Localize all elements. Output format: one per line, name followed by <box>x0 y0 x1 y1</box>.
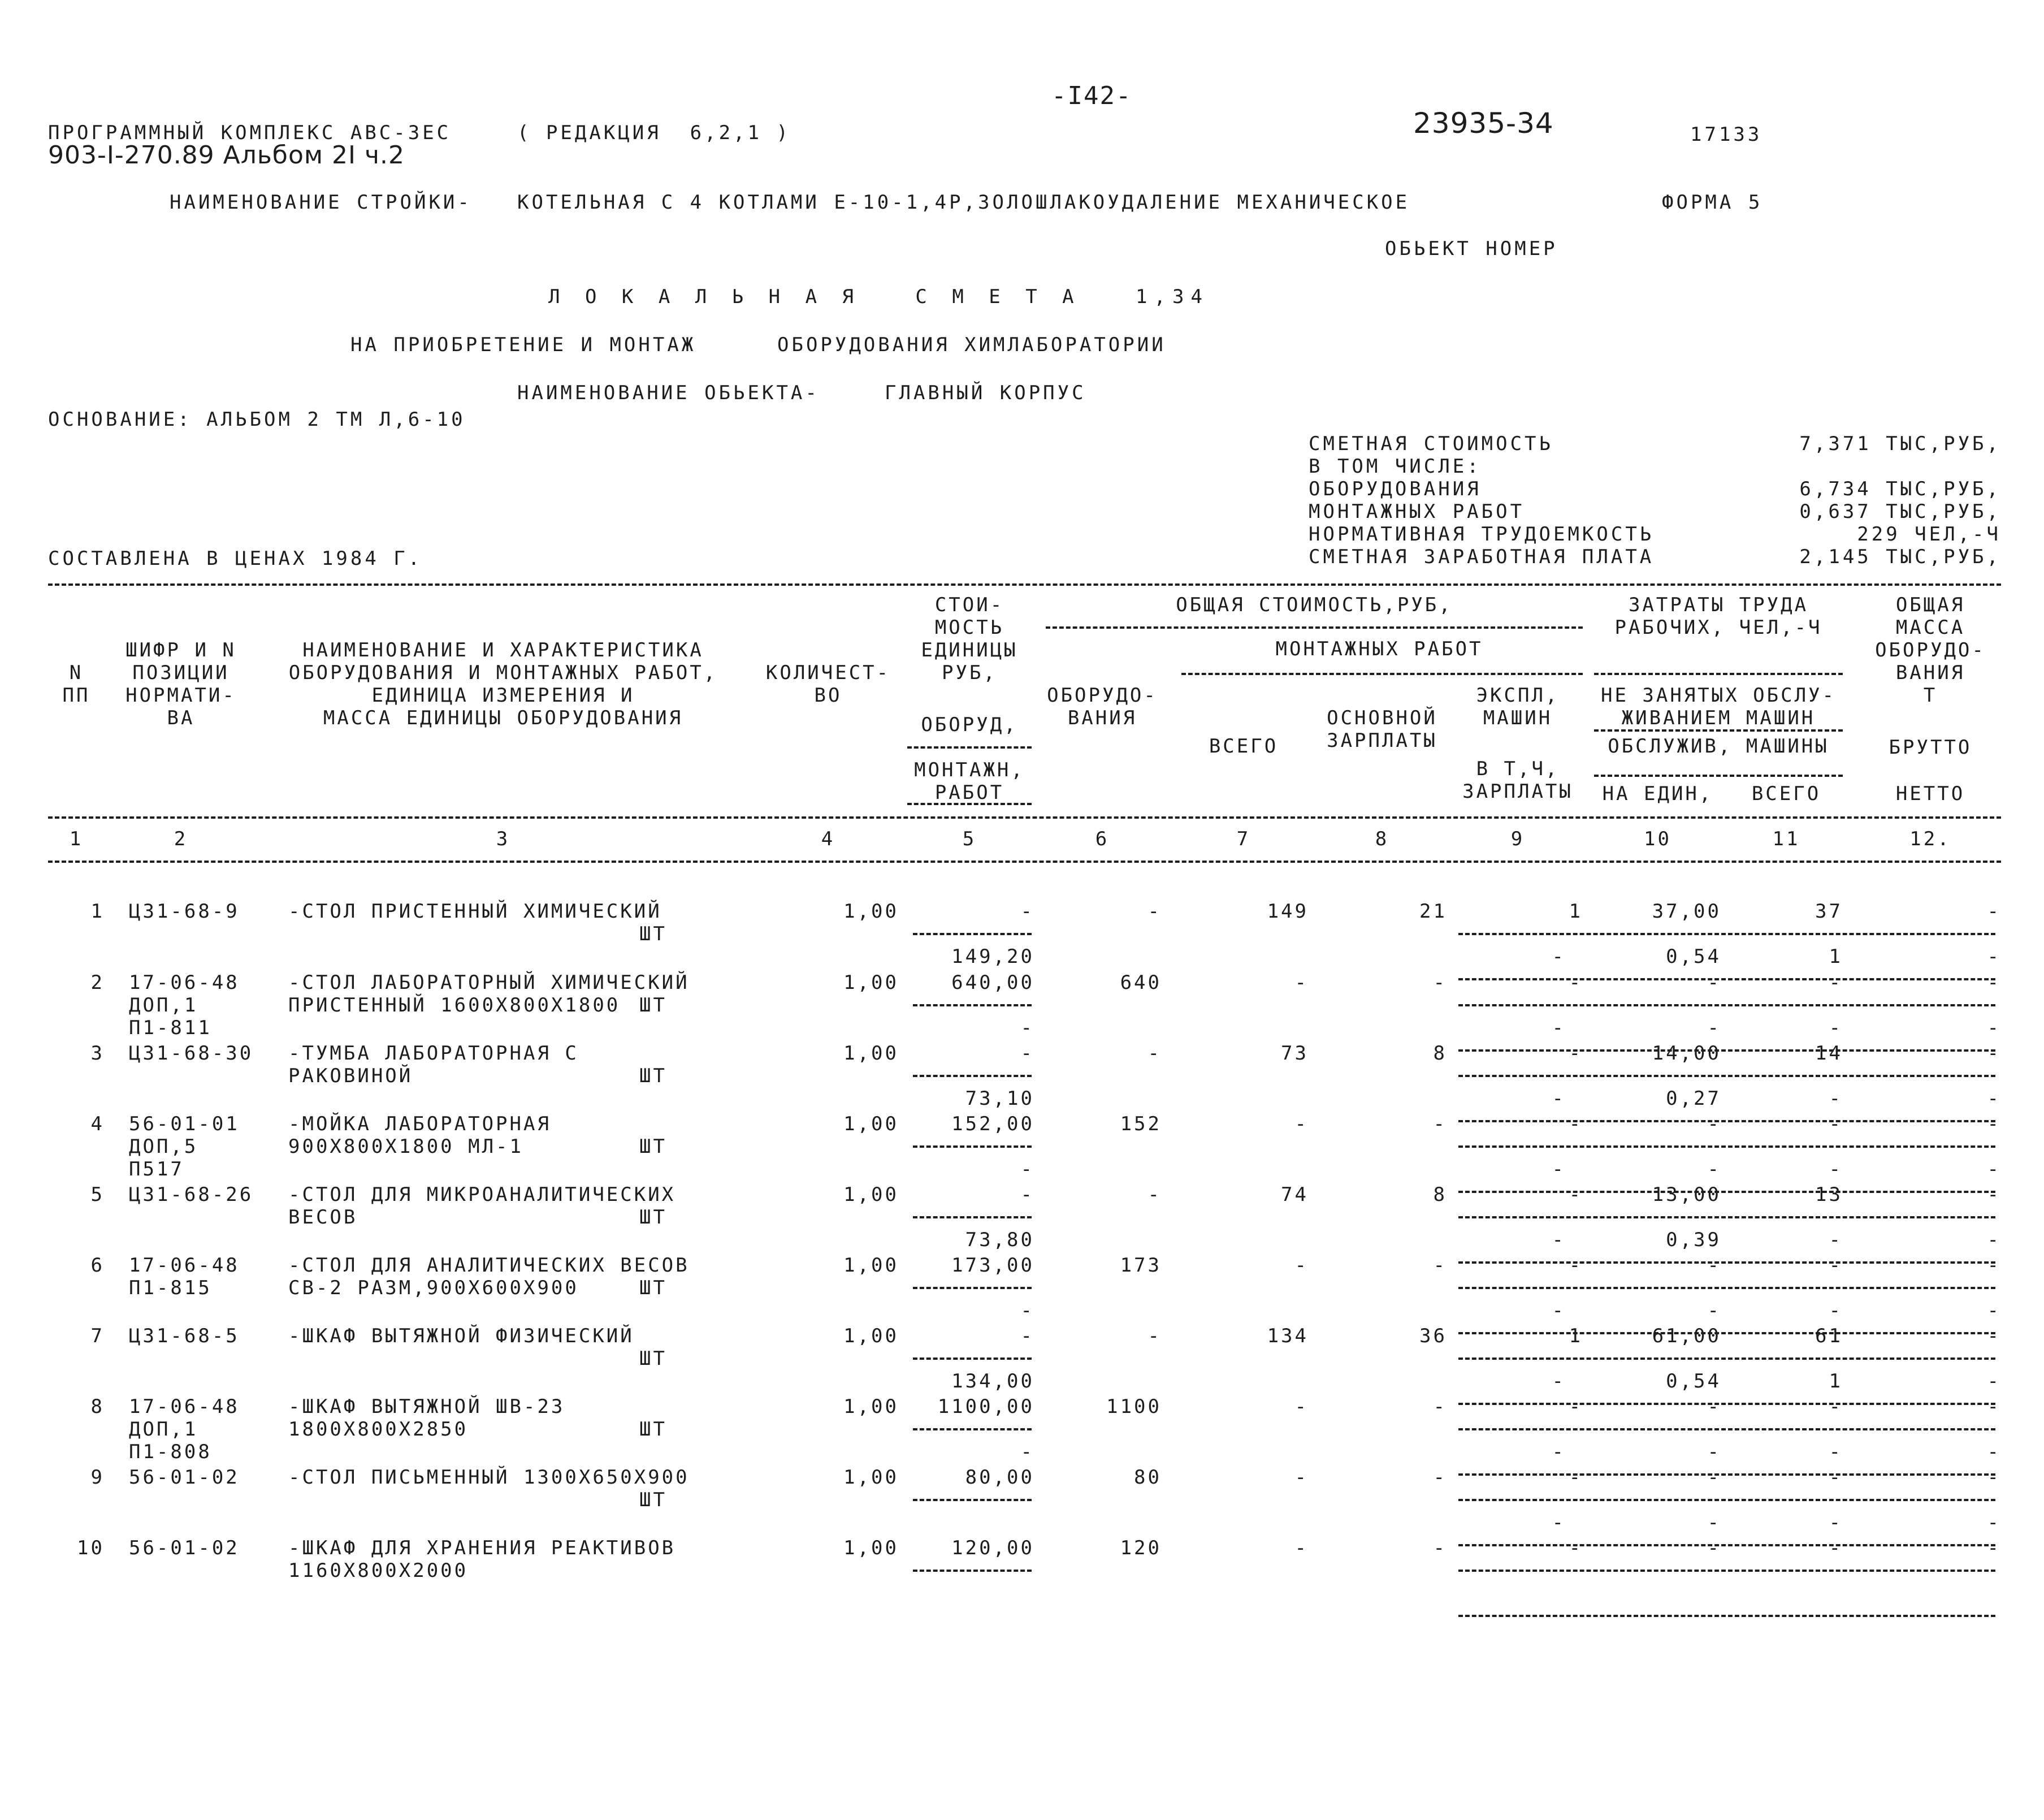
gross-mass: - <box>1987 1395 2001 1418</box>
col-header-mass: ОБЩАЯ МАССА ОБОРУДО- ВАНИЯ Т <box>1875 594 1986 707</box>
column-number: 6 <box>1095 828 1110 850</box>
base-salary: - <box>1433 1537 1447 1559</box>
col-header-gross: БРУТТО <box>1889 736 1972 759</box>
col-header-qty: КОЛИЧЕСТ- ВО <box>765 662 891 707</box>
item-name: -СТОЛ ПИСЬМЕННЫЙ 1300Х650Х900 <box>288 1466 690 1489</box>
equip-total: 120 <box>1120 1537 1162 1559</box>
labor-total: - <box>1829 971 1843 994</box>
quantity: 1,00 <box>843 1254 899 1277</box>
item-name: -ШКАФ ВЫТЯЖНОЙ ФИЗИЧЕСКИЙ <box>288 1325 634 1347</box>
machine-cost: - <box>1569 971 1583 994</box>
col-header-code: ШИФР И N ПОЗИЦИИ НОРМАТИ- ВА <box>125 639 236 729</box>
column-number: 5 <box>962 828 977 850</box>
machine-cost: - <box>1569 1113 1583 1135</box>
column-number: 12. <box>1909 828 1951 850</box>
col-header-unit-equip: ОБОРУД, <box>921 714 1018 736</box>
doc-number: 17133 <box>1690 123 1762 146</box>
col-header-machines-salary: В Т,Ч, ЗАРПЛАТЫ <box>1462 758 1573 803</box>
unit-mount-cost: - <box>1020 1299 1034 1322</box>
item-name: -МОЙКА ЛАБОРАТОРНАЯ 900Х800Х1800 МЛ-1 <box>288 1113 551 1158</box>
equip-total: - <box>1147 900 1162 923</box>
row-number: 4 <box>90 1113 105 1135</box>
labor-total-machines: - <box>1829 1299 1843 1322</box>
unit-equip-cost: 640,00 <box>951 971 1034 994</box>
labor-per-unit: - <box>1707 1113 1721 1135</box>
cell-divider <box>913 1216 1032 1218</box>
labor-per-unit: - <box>1707 971 1721 994</box>
equip-total: - <box>1147 1042 1162 1065</box>
row-number: 8 <box>90 1395 105 1418</box>
summary-label: В ТОМ ЧИСЛЕ: <box>1309 455 1482 478</box>
column-number: 8 <box>1375 828 1389 850</box>
unit-mount-cost: - <box>1020 1441 1034 1463</box>
row-number: 10 <box>77 1537 105 1559</box>
base-salary: - <box>1433 1113 1447 1135</box>
labor-per-unit: - <box>1707 1537 1721 1559</box>
unit-of-measure: ШТ <box>639 923 667 945</box>
mount-total: 74 <box>1281 1183 1309 1206</box>
machine-salary: - <box>1552 1441 1566 1463</box>
net-mass: - <box>1987 1229 2001 1251</box>
machine-cost: - <box>1569 1183 1583 1206</box>
labor-total: - <box>1829 1113 1843 1135</box>
labor-total: - <box>1829 1395 1843 1418</box>
unit-mount-cost: - <box>1020 1158 1034 1181</box>
machine-salary: - <box>1552 1229 1566 1251</box>
col-group-labor: ЗАТРАТЫ ТРУДА РАБОЧИХ, ЧЕЛ,-Ч <box>1614 594 1822 639</box>
equip-total: 80 <box>1134 1466 1162 1489</box>
divider <box>1046 626 1583 629</box>
item-name: -ТУМБА ЛАБОРАТОРНАЯ С РАКОВИНОЙ <box>288 1042 579 1087</box>
cell-divider <box>1458 1145 1995 1148</box>
table-top-rule <box>48 583 2001 586</box>
base-salary: - <box>1433 1466 1447 1489</box>
machine-salary: - <box>1552 1158 1566 1181</box>
machine-cost: - <box>1569 1537 1583 1559</box>
mount-total: - <box>1294 1466 1309 1489</box>
net-mass: - <box>1987 1299 2001 1322</box>
norm-code: 17-06-48 ДОП,1 П1-811 <box>129 971 240 1039</box>
estimate-title: Л О К А Л Ь Н А Я С М Е Т А 1,34 <box>548 286 1209 308</box>
labor-per-unit-machines: - <box>1707 1299 1721 1322</box>
unit-equip-cost: - <box>1020 1042 1034 1065</box>
net-mass: - <box>1987 1370 2001 1393</box>
row-number: 3 <box>90 1042 105 1065</box>
equip-total: - <box>1147 1183 1162 1206</box>
equip-total: 173 <box>1120 1254 1162 1277</box>
summary-value: 0,637 ТЫС,РУБ, <box>1799 500 2001 523</box>
quantity: 1,00 <box>843 1042 899 1065</box>
item-name: -СТОЛ ЛАБОРАТОРНЫЙ ХИМИЧЕСКИЙ ПРИСТЕННЫЙ 1600Х800Х1800 <box>288 971 690 1017</box>
labor-per-unit: - <box>1707 1395 1721 1418</box>
construction-label: НАИМЕНОВАНИЕ СТРОЙКИ- <box>170 191 472 214</box>
unit-equip-cost: - <box>1020 1325 1034 1347</box>
labor-total-machines: - <box>1829 1511 1843 1534</box>
mount-total: - <box>1294 1395 1309 1418</box>
norm-code: 56-01-01 ДОП,5 П517 <box>129 1113 240 1181</box>
item-name: -ШКАФ ДЛЯ ХРАНЕНИЯ РЕАКТИВОВ 1160Х800Х2000 <box>288 1537 676 1582</box>
item-name: -СТОЛ ДЛЯ МИКРОАНАЛИТИЧЕСКИХ ВЕСОВ <box>288 1183 676 1229</box>
labor-per-unit-machines: 0,54 <box>1666 945 1721 968</box>
norm-code: 17-06-48 ДОП,1 П1-808 <box>129 1395 240 1463</box>
labor-total: - <box>1829 1254 1843 1277</box>
item-name: -СТОЛ ДЛЯ АНАЛИТИЧЕСКИХ ВЕСОВ СВ-2 РАЗМ,900Х600Х900 <box>288 1254 690 1299</box>
labor-total-machines: - <box>1829 1158 1843 1181</box>
row-number: 1 <box>90 900 105 923</box>
labor-per-unit-machines: - <box>1707 1511 1721 1534</box>
unit-of-measure: ШТ <box>639 1135 667 1158</box>
unit-equip-cost: 120,00 <box>951 1537 1034 1559</box>
equip-total: 640 <box>1120 971 1162 994</box>
labor-total: - <box>1829 1537 1843 1559</box>
machine-salary: - <box>1552 1370 1566 1393</box>
divider <box>907 803 1032 805</box>
gross-mass: - <box>1987 971 2001 994</box>
labor-total: - <box>1829 1466 1843 1489</box>
col-header-base-salary: ОСНОВНОЙ ЗАРПЛАТЫ <box>1327 707 1437 752</box>
row-number: 6 <box>90 1254 105 1277</box>
summary-label: НОРМАТИВНАЯ ТРУДОЕМКОСТЬ <box>1309 523 1655 546</box>
machine-salary: - <box>1552 1299 1566 1322</box>
cell-divider <box>913 1499 1032 1501</box>
labor-total-machines: - <box>1829 1229 1843 1251</box>
base-salary: 8 <box>1433 1183 1447 1206</box>
col-header-per-unit: НА ЕДИН, <box>1602 783 1713 805</box>
cell-divider <box>1458 1428 1995 1430</box>
unit-mount-cost: - <box>1020 1017 1034 1039</box>
gross-mass: - <box>1987 900 2001 923</box>
object-name: ГЛАВНЫЙ КОРПУС <box>885 382 1086 404</box>
column-number: 11 <box>1772 828 1800 850</box>
unit-of-measure: ШТ <box>639 1489 667 1511</box>
machine-cost: - <box>1569 1395 1583 1418</box>
labor-total-machines: - <box>1829 1441 1843 1463</box>
labor-per-unit: - <box>1707 1466 1721 1489</box>
basis: ОСНОВАНИЕ: АЛЬБОМ 2 ТМ Л,6-10 <box>48 408 466 431</box>
base-salary: - <box>1433 1254 1447 1277</box>
cell-divider <box>913 1287 1032 1289</box>
unit-equip-cost: 1100,00 <box>937 1395 1034 1418</box>
base-salary: 36 <box>1419 1325 1447 1347</box>
unit-mount-cost: 73,10 <box>965 1087 1034 1110</box>
row-number: 5 <box>90 1183 105 1206</box>
estimate-subject-prefix: НА ПРИОБРЕТЕНИЕ И МОНТАЖ <box>350 334 696 356</box>
base-salary: 21 <box>1419 900 1447 923</box>
mount-total: - <box>1294 1254 1309 1277</box>
mount-total: - <box>1294 1113 1309 1135</box>
net-mass: - <box>1987 1087 2001 1110</box>
unit-of-measure: ШТ <box>639 1065 667 1087</box>
unit-equip-cost: - <box>1020 900 1034 923</box>
labor-per-unit: - <box>1707 1254 1721 1277</box>
equip-total: 1100 <box>1106 1395 1162 1418</box>
summary-label: ОБОРУДОВАНИЯ <box>1309 478 1482 500</box>
col-header-net: НЕТТО <box>1895 783 1965 805</box>
page-number: -I42- <box>1051 81 1132 110</box>
mount-total: 73 <box>1281 1042 1309 1065</box>
divider <box>1594 729 1843 732</box>
norm-code: 56-01-02 <box>129 1537 240 1559</box>
unit-mount-cost: 73,80 <box>965 1229 1034 1251</box>
unit-of-measure: ШТ <box>639 994 667 1017</box>
divider <box>1181 673 1583 675</box>
net-mass: - <box>1987 1158 2001 1181</box>
labor-per-unit-machines: 0,27 <box>1666 1087 1721 1110</box>
prices-note: СОСТАВЛЕНА В ЦЕНАХ 1984 Г. <box>48 547 423 570</box>
base-salary: - <box>1433 971 1447 994</box>
column-number: 7 <box>1236 828 1251 850</box>
col-header-labor-total: ВСЕГО <box>1751 783 1821 805</box>
labor-total-machines: 1 <box>1829 945 1843 968</box>
machine-cost: - <box>1569 1254 1583 1277</box>
col-header-labor-not-machines: НЕ ЗАНЯТЫХ ОБСЛУ- ЖИВАНИЕМ МАШИН <box>1601 684 1836 729</box>
column-number: 10 <box>1644 828 1671 850</box>
col-group-total-cost: ОБЩАЯ СТОИМОСТЬ,РУБ, <box>1176 594 1453 616</box>
software-name: ПРОГРАММНЫЙ КОМПЛЕКС АВС-3ЕС <box>48 122 452 144</box>
divider <box>907 746 1032 749</box>
net-mass: - <box>1987 1511 2001 1534</box>
col-header-unit-mount: МОНТАЖН, РАБОТ <box>914 759 1025 804</box>
row-number: 9 <box>90 1466 105 1489</box>
quantity: 1,00 <box>843 1466 899 1489</box>
cell-divider <box>1458 1499 1995 1501</box>
summary-value: 2,145 ТЫС,РУБ, <box>1799 546 2001 568</box>
column-number: 2 <box>174 828 188 850</box>
column-number: 4 <box>821 828 835 850</box>
norm-code: 56-01-02 <box>129 1466 240 1489</box>
quantity: 1,00 <box>843 1325 899 1347</box>
cell-divider <box>913 933 1032 935</box>
column-number: 3 <box>496 828 510 850</box>
norm-code: Ц31-68-30 <box>129 1042 254 1065</box>
machine-cost: 1 <box>1569 1325 1583 1347</box>
labor-total-machines: - <box>1829 1087 1843 1110</box>
labor-total: 13 <box>1815 1183 1843 1206</box>
quantity: 1,00 <box>843 1395 899 1418</box>
unit-of-measure: ШТ <box>639 1277 667 1299</box>
numbers-bottom-rule <box>48 861 2001 863</box>
column-number: 9 <box>1510 828 1525 850</box>
unit-equip-cost: - <box>1020 1183 1034 1206</box>
machine-cost: 1 <box>1569 900 1583 923</box>
labor-per-unit: 61,00 <box>1652 1325 1721 1347</box>
item-name: -ШКАФ ВЫТЯЖНОЙ ШВ-23 1800Х800Х2850 <box>288 1395 565 1441</box>
cell-divider <box>1458 933 1995 935</box>
gross-mass: - <box>1987 1325 2001 1347</box>
gross-mass: - <box>1987 1466 2001 1489</box>
machine-salary: - <box>1552 1087 1566 1110</box>
unit-of-measure: ШТ <box>639 1418 667 1441</box>
labor-per-unit-machines: - <box>1707 1017 1721 1039</box>
net-mass: - <box>1987 1017 2001 1039</box>
col-header-labor-machines: ОБСЛУЖИВ, МАШИНЫ <box>1608 735 1829 758</box>
labor-total-machines: - <box>1829 1017 1843 1039</box>
estimate-subject: ОБОРУДОВАНИЯ ХИМЛАБОРАТОРИИ <box>777 334 1166 356</box>
equip-total: - <box>1147 1325 1162 1347</box>
quantity: 1,00 <box>843 900 899 923</box>
labor-per-unit: 37,00 <box>1652 900 1721 923</box>
machine-cost: - <box>1569 1042 1583 1065</box>
net-mass: - <box>1987 1441 2001 1463</box>
summary-value: 6,734 ТЫС,РУБ, <box>1799 478 2001 500</box>
norm-code: Ц31-68-9 <box>129 900 240 923</box>
labor-per-unit-machines: 0,39 <box>1666 1229 1721 1251</box>
cell-divider <box>1458 1004 1995 1006</box>
summary-label: СМЕТНАЯ СТОИМОСТЬ <box>1309 433 1553 455</box>
construction-name: КОТЕЛЬНАЯ С 4 КОТЛАМИ Е-10-1,4Р,ЗОЛОШЛАКОУДАЛЕНИЕ МЕХАНИЧЕСКОЕ <box>517 191 1410 214</box>
machine-salary: - <box>1552 1511 1566 1534</box>
unit-equip-cost: 80,00 <box>965 1466 1034 1489</box>
gross-mass: - <box>1987 1183 2001 1206</box>
edition: ( РЕДАКЦИЯ 6,2,1 ) <box>517 122 791 144</box>
cell-divider <box>913 1428 1032 1430</box>
row-number: 2 <box>90 971 105 994</box>
mount-total: 134 <box>1267 1325 1309 1347</box>
base-salary: 8 <box>1433 1042 1447 1065</box>
handwritten-code: 23935-34 <box>1413 107 1554 140</box>
cell-divider <box>913 1358 1032 1360</box>
norm-code: Ц31-68-26 <box>129 1183 254 1206</box>
object-number: ОБЬЕКТ НОМЕР <box>1385 237 1558 260</box>
divider <box>1594 775 1843 777</box>
machine-salary: - <box>1552 945 1566 968</box>
row-number: 7 <box>90 1325 105 1347</box>
unit-of-measure: ШТ <box>639 1206 667 1229</box>
gross-mass: - <box>1987 1254 2001 1277</box>
form-label: ФОРМА 5 <box>1662 191 1763 214</box>
column-number: 1 <box>69 828 84 850</box>
unit-of-measure: ШТ <box>639 1347 667 1370</box>
quantity: 1,00 <box>843 1113 899 1135</box>
cell-divider <box>913 1004 1032 1006</box>
cell-divider <box>913 1570 1032 1572</box>
labor-per-unit: 14,00 <box>1652 1042 1721 1065</box>
cell-divider <box>1458 1615 1995 1617</box>
quantity: 1,00 <box>843 971 899 994</box>
gross-mass: - <box>1987 1113 2001 1135</box>
norm-code: Ц31-68-5 <box>129 1325 240 1347</box>
header-bottom-rule <box>48 816 2001 819</box>
quantity: 1,00 <box>843 1537 899 1559</box>
object-label: НАИМЕНОВАНИЕ ОБЬЕКТА- <box>517 382 820 404</box>
labor-per-unit-machines: - <box>1707 1158 1721 1181</box>
labor-per-unit-machines: 0,54 <box>1666 1370 1721 1393</box>
cell-divider <box>1458 1075 1995 1077</box>
cell-divider <box>1458 1358 1995 1360</box>
equip-total: 152 <box>1120 1113 1162 1135</box>
col-header-machines: ЭКСПЛ, МАШИН <box>1476 684 1560 729</box>
unit-mount-cost: 134,00 <box>951 1370 1034 1393</box>
mount-total: - <box>1294 971 1309 994</box>
norm-code: 17-06-48 П1-815 <box>129 1254 240 1299</box>
mount-total: - <box>1294 1537 1309 1559</box>
cell-divider <box>1458 1287 1995 1289</box>
machine-cost: - <box>1569 1466 1583 1489</box>
col-header-total: ВСЕГО <box>1209 735 1279 758</box>
gross-mass: - <box>1987 1537 2001 1559</box>
col-header-n: N ПП <box>62 662 90 707</box>
labor-per-unit: 13,00 <box>1652 1183 1721 1206</box>
labor-total: 14 <box>1815 1042 1843 1065</box>
quantity: 1,00 <box>843 1183 899 1206</box>
col-header-equip-cost: ОБОРУДО- ВАНИЯ <box>1047 684 1158 729</box>
unit-equip-cost: 173,00 <box>951 1254 1034 1277</box>
unit-equip-cost: 152,00 <box>951 1113 1034 1135</box>
cell-divider <box>1458 1570 1995 1572</box>
col-header-name: НАИМЕНОВАНИЕ И ХАРАКТЕРИСТИКА ОБОРУДОВАНИЯ И МОНТАЖНЫХ РАБОТ, ЕДИНИЦА ИЗМЕРЕНИЯ И МАССА ЕДИНИЦЫ ОБОРУДОВАНИЯ <box>288 639 718 729</box>
base-salary: - <box>1433 1395 1447 1418</box>
summary-label: МОНТАЖНЫХ РАБОТ <box>1309 500 1525 523</box>
net-mass: - <box>1987 945 2001 968</box>
cell-divider <box>1458 1216 1995 1218</box>
cell-divider <box>913 1145 1032 1148</box>
summary-label: СМЕТНАЯ ЗАРАБОТНАЯ ПЛАТА <box>1309 546 1655 568</box>
gross-mass: - <box>1987 1042 2001 1065</box>
cell-divider <box>913 1075 1032 1077</box>
machine-salary: - <box>1552 1017 1566 1039</box>
labor-total-machines: 1 <box>1829 1370 1843 1393</box>
mount-total: 149 <box>1267 900 1309 923</box>
unit-mount-cost: 149,20 <box>951 945 1034 968</box>
divider <box>1594 673 1843 675</box>
album-ref: 903-I-270.89 Альбом 2I ч.2 <box>48 141 405 170</box>
item-name: -СТОЛ ПРИСТЕННЫЙ ХИМИЧЕСКИЙ <box>288 900 662 923</box>
col-header-unit-cost: СТОИ- МОСТЬ ЕДИНИЦЫ РУБ, <box>921 594 1018 684</box>
labor-total: 61 <box>1815 1325 1843 1347</box>
col-group-mount: МОНТАЖНЫХ РАБОТ <box>1275 638 1483 660</box>
summary-value: 7,371 ТЫС,РУБ, <box>1799 433 2001 455</box>
labor-total: 37 <box>1815 900 1843 923</box>
labor-per-unit-machines: - <box>1707 1441 1721 1463</box>
summary-value: 229 ЧЕЛ,-Ч <box>1857 523 2001 546</box>
